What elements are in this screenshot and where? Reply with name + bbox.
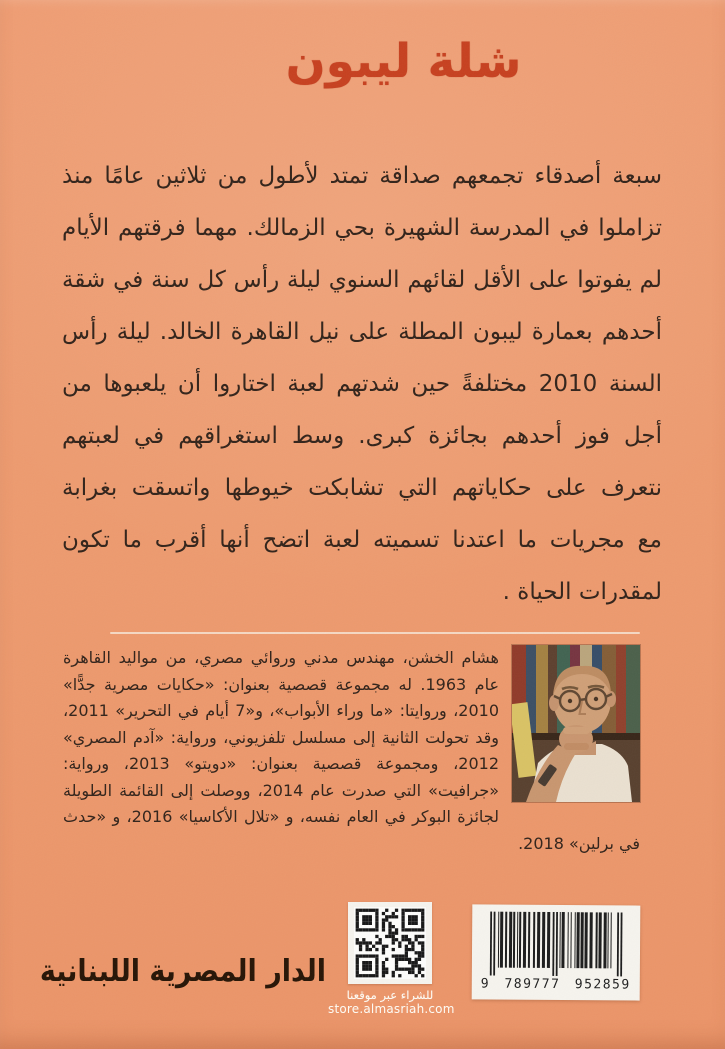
qr-caption: للشراء عبر موقعنا [346, 988, 434, 1002]
isbn-number: 9 789777 952859 [480, 976, 631, 993]
author-bio [63, 645, 640, 857]
synopsis-line: نتعرف على حكاياتهم التي تشابكت خيوطها واتسقت بغرابة [62, 475, 662, 501]
synopsis-line: سبعة أصدقاء تجمعهم صداقة تمتد لأطول من ثلاثين عامًا منذ [62, 163, 662, 189]
store-url: store.almasriah.com [328, 1002, 455, 1016]
book-title: شلة ليبون [285, 34, 522, 89]
synopsis-line: السنة 2010 مختلفةً حين شدتهم لعبة اختاروا أن يلعبوها من [62, 371, 663, 397]
qr-code [348, 902, 432, 984]
barcode-icon [480, 911, 632, 976]
section-divider [110, 632, 640, 634]
synopsis [62, 150, 662, 618]
synopsis-line: لم يفوتوا على الأقل لقائهم السنوي ليلة رأس كل سنة في شقة [62, 267, 662, 293]
author-bio-text: هشام الخشن، مهندس مدني وروائي مصري، من مواليد القاهرة عام 1963. له مجموعة قصصية بعنوان: «حكايات مصرية جدًّا» 2010، وروايتا: «ما وراء الأبواب»، و«7 أيام في التحرير» 2011، وقد تحولت الثانية إلى مسلسل تلفزيوني، ورواية: «آدم المصري» 2012، ومجموعة قصصية بعنوان: «دويتو» 2013، ورواية: «جرافيت» التي صدرت عام 2014، ووصلت إلى القائمة الطويلة لجائزة البوكر في العام نفسه، و «تلال الأكاسيا» 2016، و «حدث في برلين» 2018. [63, 648, 640, 853]
synopsis-line: تزاملوا في المدرسة الشهيرة بحي الزمالك. مهما فرقتهم الأيام [62, 215, 662, 241]
publisher-logo: الدار المصرية اللبنانية [39, 954, 326, 989]
synopsis-line: أحدهم بعمارة ليبون المطلة على نيل القاهرة الخالد. ليلة رأس [62, 319, 662, 345]
synopsis-line: أجل فوز أحدهم بجائزة كبرى. وسط استغراقهم في لعبتهم [62, 423, 662, 449]
isbn-barcode-label [472, 904, 641, 1000]
author-photo [512, 645, 640, 802]
synopsis-line: مع مجريات ما اعتدنا تسميته لعبة اتضح أنها أقرب ما تكون [62, 527, 662, 553]
qr-block [328, 902, 455, 1016]
synopsis-line: لمقدرات الحياة . [502, 579, 662, 605]
